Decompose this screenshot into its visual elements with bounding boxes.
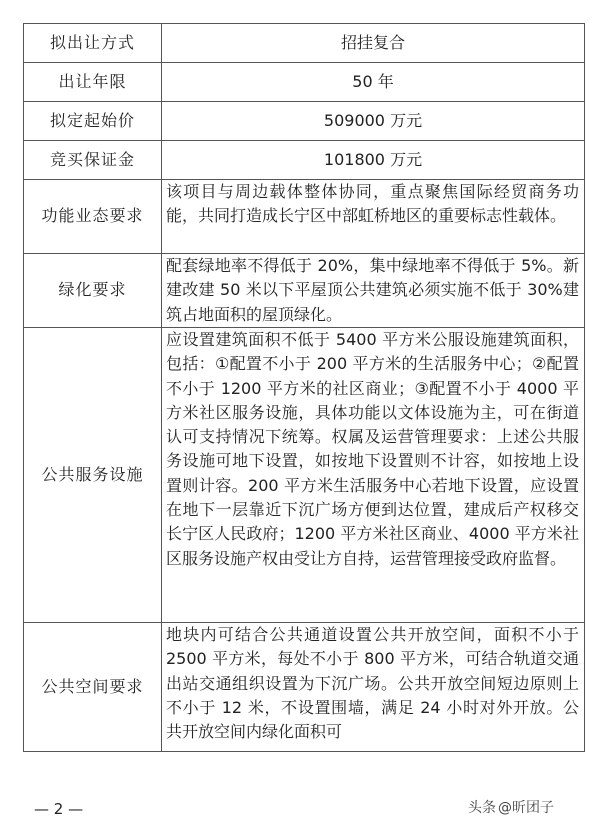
watermark — [468, 797, 554, 817]
table-row — [24, 623, 585, 752]
row-value: 该项目与周边载体整体协同，重点聚焦国际经贸商务功能，共同打造成长宁区中部虹桥地区的重要标志性载体。 — [162, 180, 585, 254]
row-label: 公共服务设施 — [24, 328, 162, 623]
row-value: 地块内可结合公共通道设置公共开放空间，面积不小于 2500 平方米，每处不小于 800 平方米，可结合轨道交通出站交通组织设置为下沉广场。公共开放空间短边原则上不小于 12 米，不设置围墙，满足 24 小时对外开放。公共开放空间内绿化面积可 — [166, 625, 579, 742]
row-label: 公共空间要求 — [24, 623, 162, 752]
row-value: 101800 万元 — [162, 141, 585, 180]
row-value: 配套绿地率不得低于 20%，集中绿地率不得低于 5%。新建改建 50 米以下平屋顶公共建筑必须实施不低于 30%建筑占地面积的屋顶绿化。 — [162, 254, 585, 328]
table-row — [24, 102, 585, 141]
row-label: 功能业态要求 — [24, 180, 162, 254]
row-value: 509000 万元 — [162, 102, 585, 141]
row-label: 绿化要求 — [24, 254, 162, 328]
row-label: 拟出让方式 — [24, 24, 162, 63]
page-number: — 2 — — [34, 800, 84, 818]
row-label: 拟定起始价 — [24, 102, 162, 141]
table-row — [24, 63, 585, 102]
row-label: 出让年限 — [24, 63, 162, 102]
table-row — [24, 141, 585, 180]
row-value: 50 年 — [162, 63, 585, 102]
row-value: 招挂复合 — [162, 24, 585, 63]
row-value: 应设置建筑面积不低于 5400 平方米公服设施建筑面积，包括：①配置不小于 200 平方米的生活服务中心；②配置不小于 1200 平方米的社区商业；③配置不小于 4000 平方米社区服务设施，具体功能以文体设施为主，可在街道认可支持情况下统筹。权属及运营管理要求：上述公共服务设施可地下设置，如按地下设置则不计容，如按地上设置则计容。200 平方米生活服务中心若地下设置，应设置在地下一层靠近下沉广场方便到达位置，建成后产权移交长宁区人民政府；1200 平方米社区商业、4000 平方米社区服务设施产权由受让方自持，运营管理接受政府监督。 — [162, 328, 585, 623]
row-value-cell — [162, 623, 585, 752]
table-row — [24, 24, 585, 63]
table-row — [24, 254, 585, 328]
watermark-author: @昕团子 — [498, 800, 554, 816]
watermark-source: 头条 — [468, 800, 496, 816]
table-row — [24, 328, 585, 623]
land-transfer-table — [23, 23, 585, 752]
table-row — [24, 180, 585, 254]
row-label: 竞买保证金 — [24, 141, 162, 180]
